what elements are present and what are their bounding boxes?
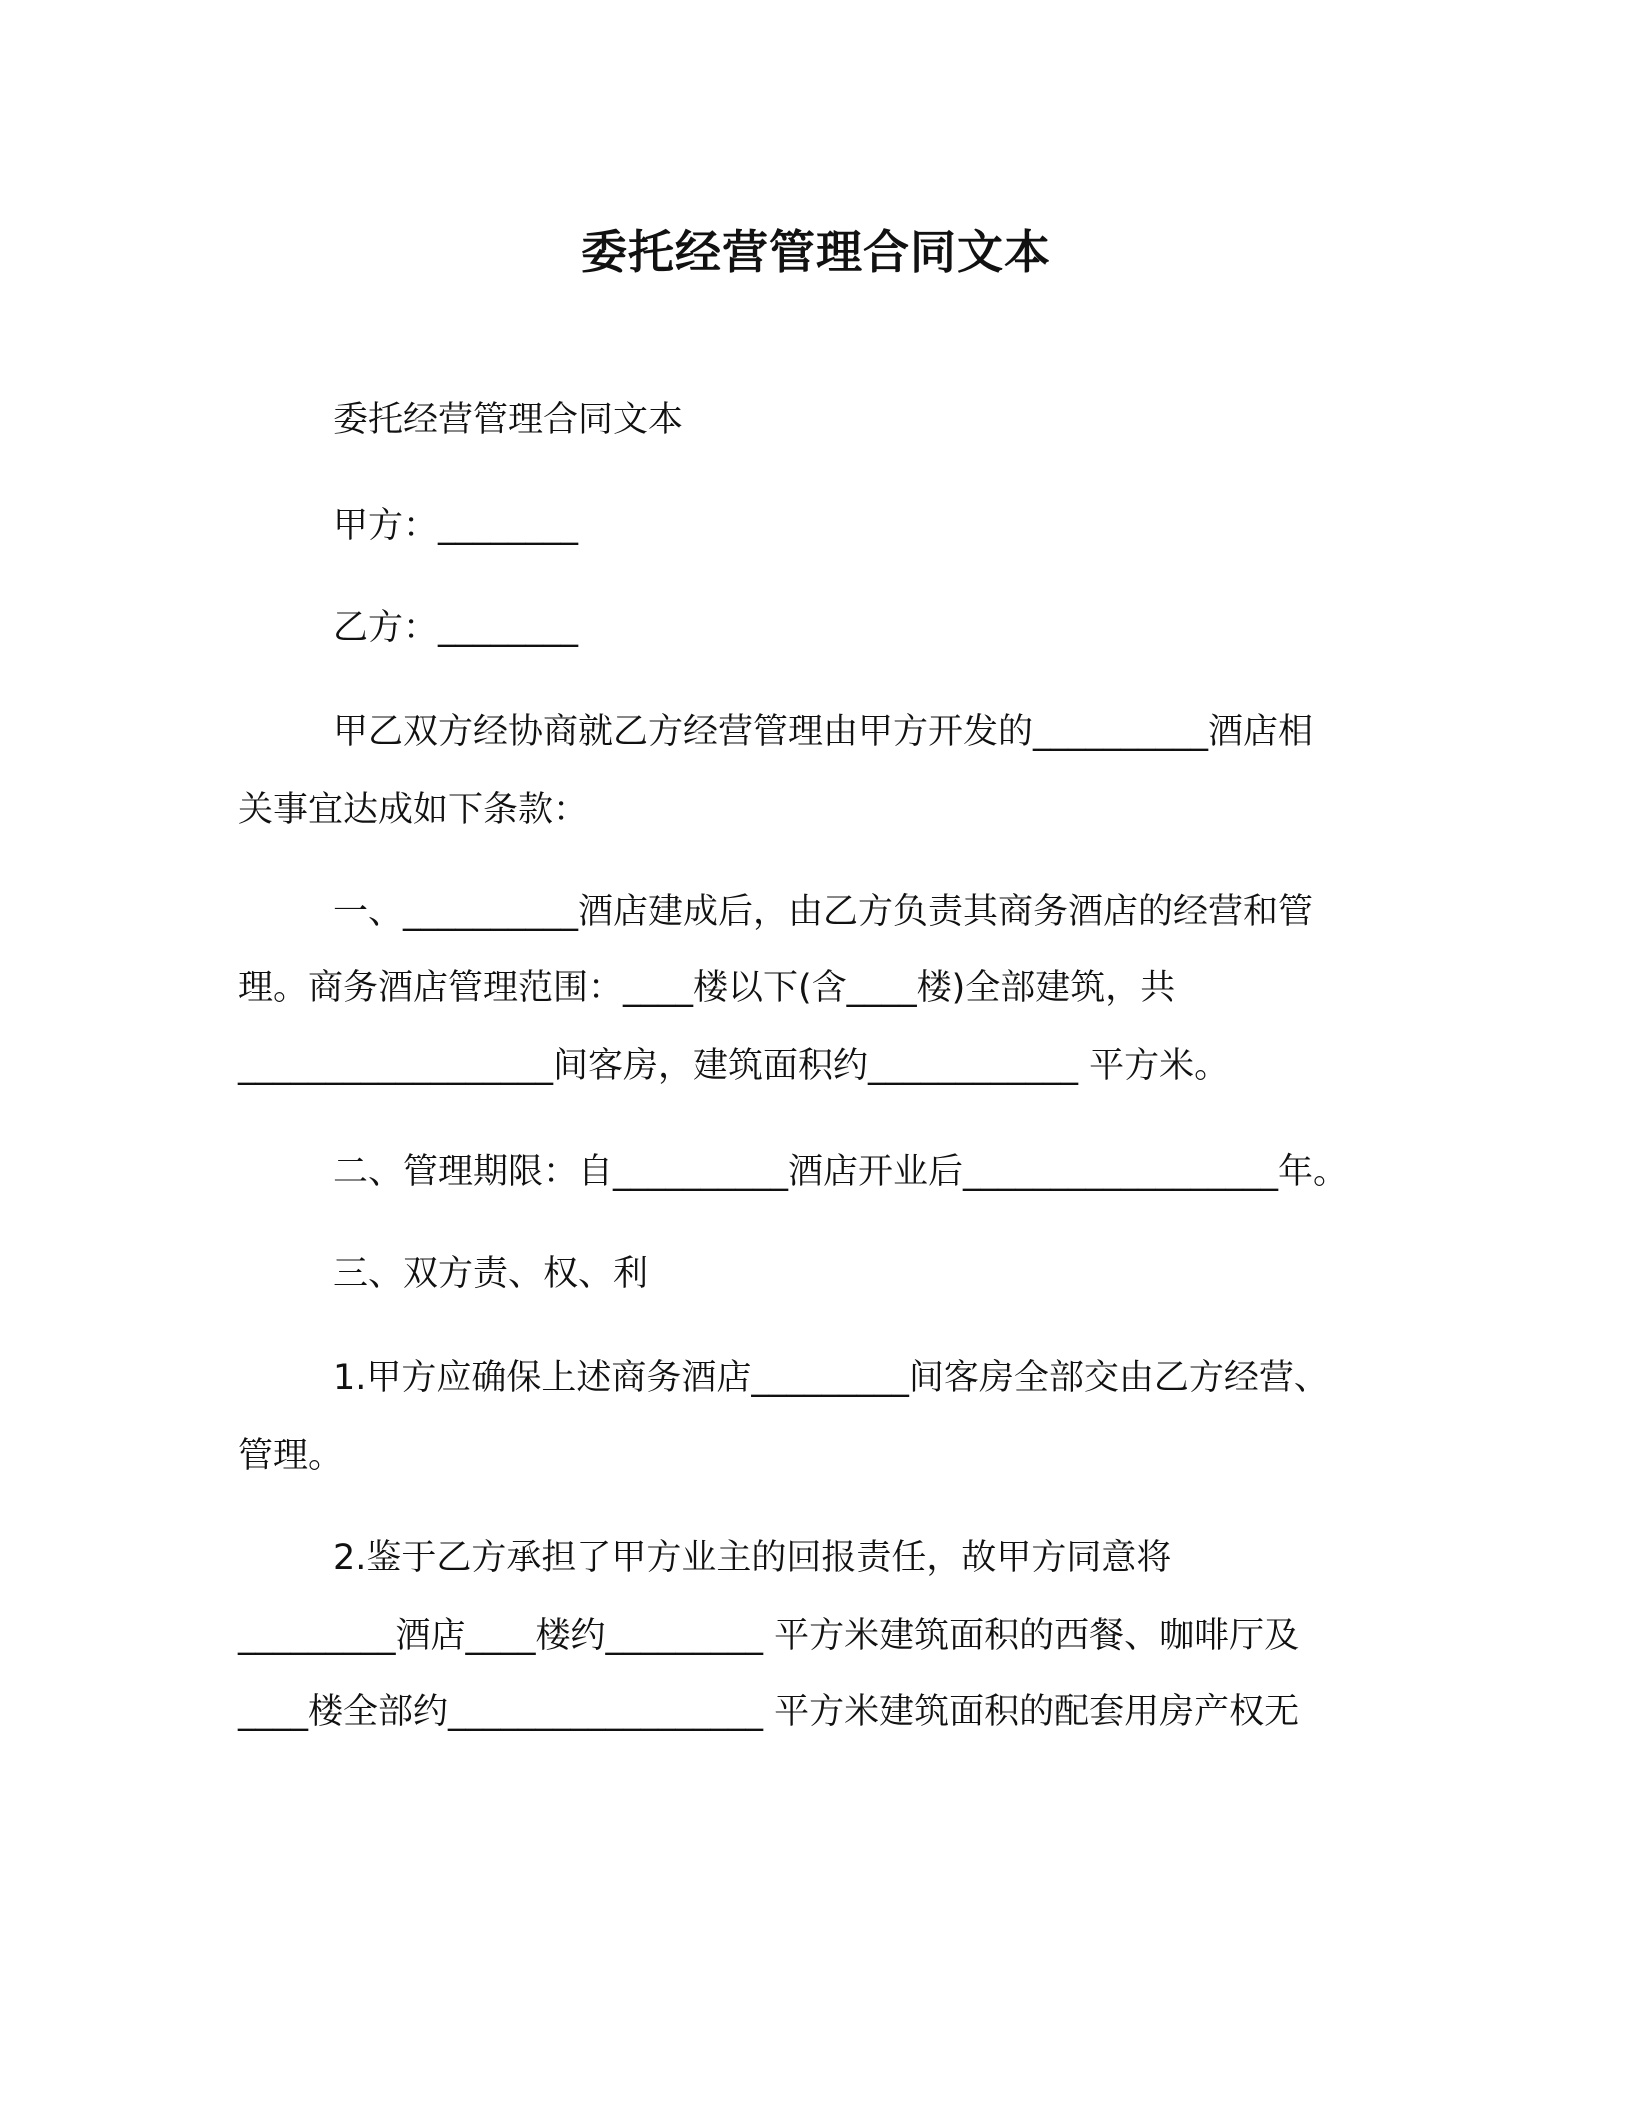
item-2-line-2: _________酒店____楼约_________ 平方米建筑面积的西餐、咖啡厅及 (238, 1616, 1300, 1656)
clause-1-line-3: __________________间客房，建筑面积约____________ 平方米。 (238, 1046, 1230, 1086)
clause-3-heading: 三、双方责、权、利 (333, 1254, 649, 1294)
document-subtitle: 委托经营管理合同文本 (333, 400, 684, 440)
item-2-line-1: 2.鉴于乙方承担了甲方业主的回报责任，故甲方同意将 (333, 1538, 1172, 1578)
item-1-line-1: 1.甲方应确保上述商务酒店_________间客房全部交由乙方经营、 (333, 1358, 1329, 1398)
party-a-line: 甲方：________ (333, 506, 579, 546)
item-1-line-2: 管理。 (238, 1436, 344, 1476)
intro-paragraph-line-2: 关事宜达成如下条款： (238, 790, 589, 830)
party-b-line: 乙方：________ (333, 608, 579, 648)
document-title: 委托经营管理合同文本 (581, 225, 1051, 279)
clause-2-line: 二、管理期限：自__________酒店开业后__________________年。 (333, 1152, 1349, 1192)
clause-1-line-2: 理。商务酒店管理范围：____楼以下(含____楼)全部建筑，共 (238, 968, 1176, 1008)
clause-1-line-1: 一、__________酒店建成后，由乙方负责其商务酒店的经营和管 (333, 892, 1314, 932)
intro-paragraph-line-1: 甲乙双方经协商就乙方经营管理由甲方开发的__________酒店相 (333, 712, 1314, 752)
item-2-line-3: ____楼全部约__________________ 平方米建筑面积的配套用房产权无 (238, 1692, 1300, 1732)
